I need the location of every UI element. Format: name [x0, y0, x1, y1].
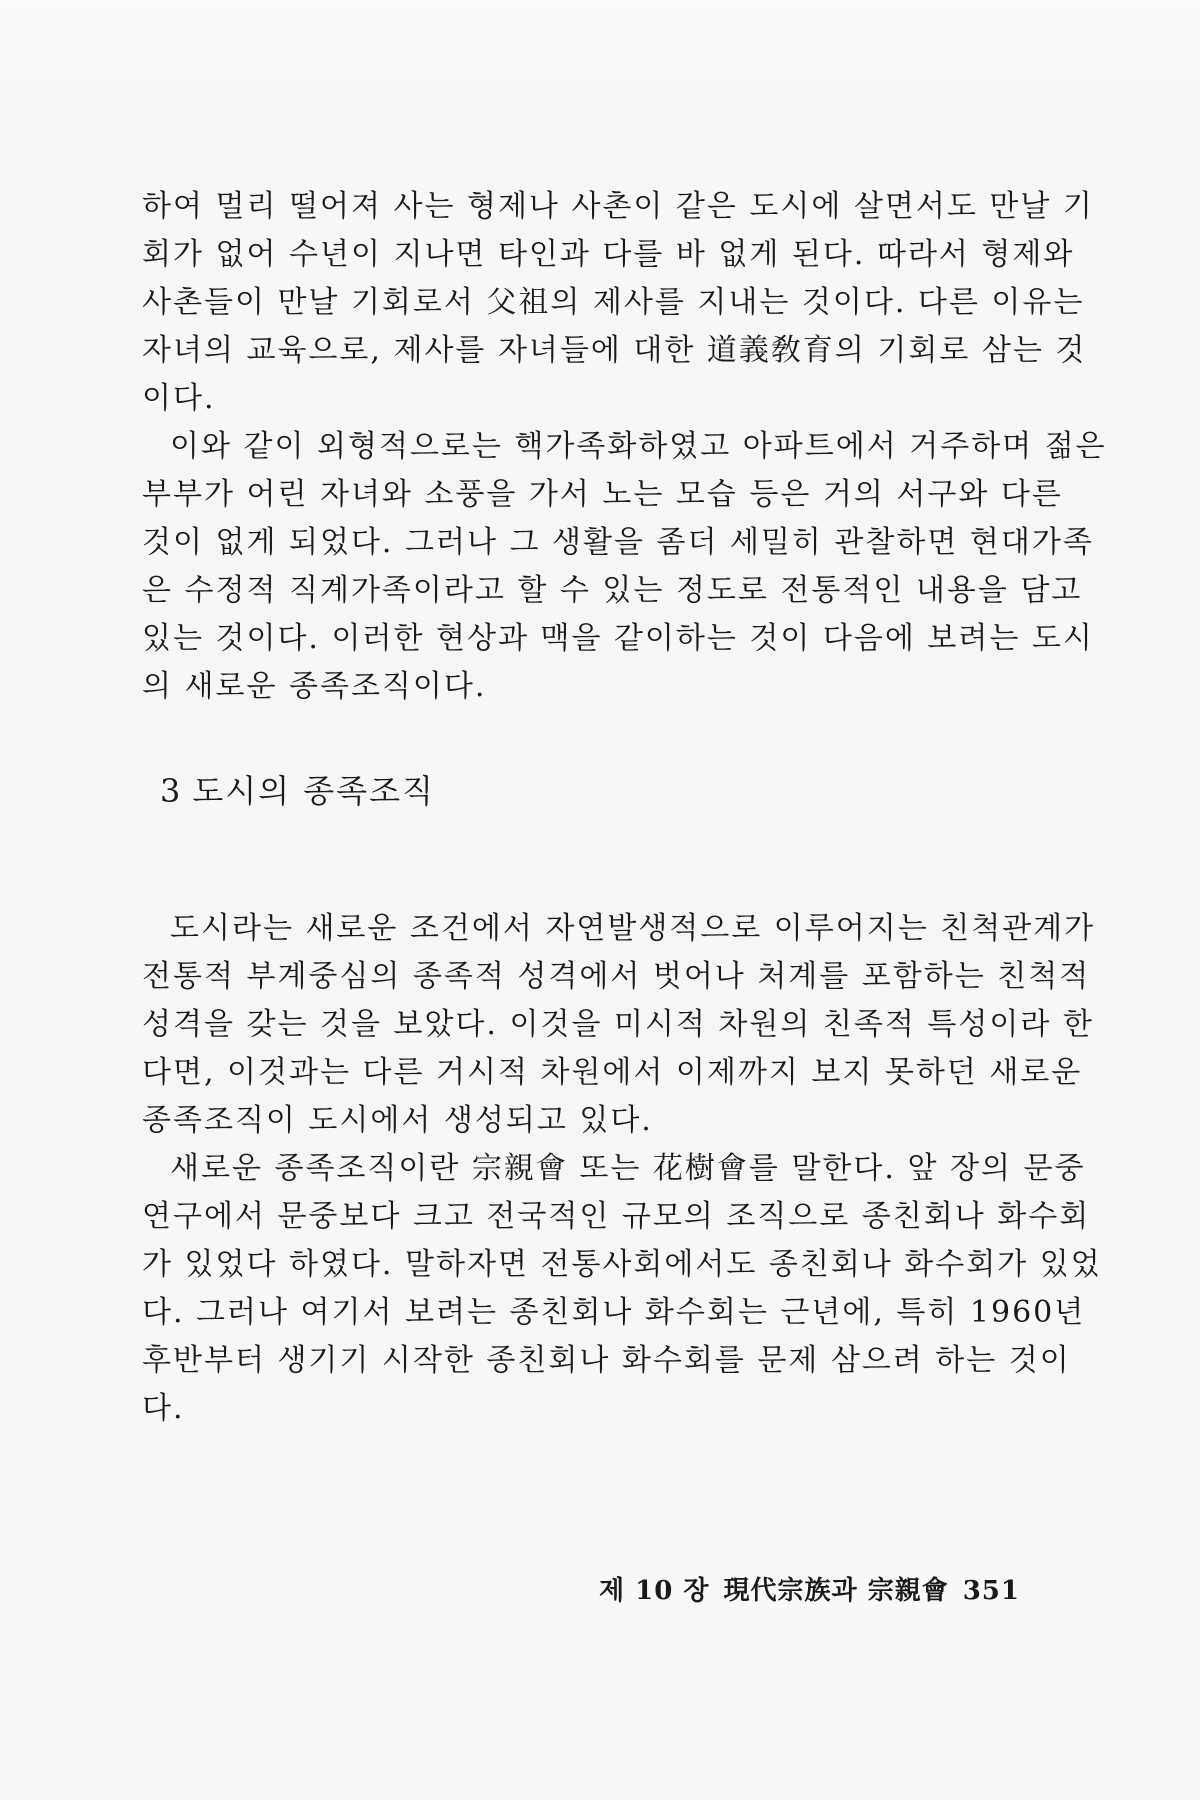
text-line: 연구에서 문중보다 크고 전국적인 규모의 조직으로 종친회나 화수회 [142, 1199, 1091, 1234]
text-line: 하여 멀리 떨어져 사는 형제나 사촌이 같은 도시에 살면서도 만날 기 [142, 189, 1094, 224]
body-text-lower [142, 905, 1102, 1433]
text-line: 것이 없게 되었다. 그러나 그 생활을 좀더 세밀히 관찰하면 현대가족 [142, 525, 1094, 560]
text-line: 종족조직이 도시에서 생성되고 있다. [142, 1103, 653, 1138]
text-line: 이다. [142, 381, 216, 416]
section-heading [160, 766, 435, 812]
text-line: 가 있었다 하였다. 말하자면 전통사회에서도 종친회나 화수회가 있었 [142, 1247, 1102, 1282]
text-line: 사촌들이 만날 기회로서 父祖의 제사를 지내는 것이다. 다른 이유는 [142, 285, 1085, 320]
text-line: 자녀의 교육으로, 제사를 자녀들에 대한 道義敎育의 기회로 삼는 것 [142, 333, 1087, 368]
text-line: 전통적 부계중심의 종족적 성격에서 벗어나 처계를 포함하는 친척적 [142, 959, 1091, 994]
text-line: 회가 없어 수년이 지나면 타인과 다를 바 없게 된다. 따라서 형제와 [142, 237, 1075, 272]
footer-chapter: 제 10 장 [599, 1576, 710, 1606]
text-line: 은 수정적 직계가족이라고 할 수 있는 정도로 전통적인 내용을 담고 [142, 573, 1083, 608]
text-line: 새로운 종족조직이란 宗親會 또는 花樹會를 말한다. 앞 장의 문중 [170, 1151, 1086, 1186]
text-line: 도시라는 새로운 조건에서 자연발생적으로 이루어지는 친척관계가 [170, 911, 1096, 946]
section-number: 3 [160, 772, 183, 810]
text-line: 이와 같이 외형적으로는 핵가족화하였고 아파트에서 거주하며 젊은 [170, 429, 1107, 464]
running-footer [599, 1570, 1020, 1607]
text-line: 의 새로운 종족조직이다. [142, 669, 487, 704]
page-number: 351 [962, 1576, 1020, 1606]
text-line: 후반부터 생기기 시작한 종친회나 화수회를 문제 삼으려 하는 것이 [142, 1343, 1071, 1378]
text-line: 있는 것이다. 이러한 현상과 맥을 같이하는 것이 다음에 보려는 도시 [142, 621, 1094, 656]
text-line: 다. 그러나 여기서 보려는 종친회나 화수회는 근년에, 특히 1960년 [142, 1295, 1086, 1330]
text-line: 부부가 어린 자녀와 소풍을 가서 노는 모습 등은 거의 서구와 다른 [142, 477, 1063, 512]
footer-chapter-title: 現代宗族과 宗親會 [723, 1576, 949, 1606]
text-line: 다면, 이것과는 다른 거시적 차원에서 이제까지 보지 못하던 새로운 [142, 1055, 1083, 1090]
text-line: 성격을 갖는 것을 보았다. 이것을 미시적 차원의 친족적 특성이라 한 [142, 1007, 1094, 1042]
body-text-upper [142, 183, 1107, 711]
text-line: 다. [142, 1391, 185, 1426]
section-title: 도시의 종족조직 [192, 772, 435, 810]
